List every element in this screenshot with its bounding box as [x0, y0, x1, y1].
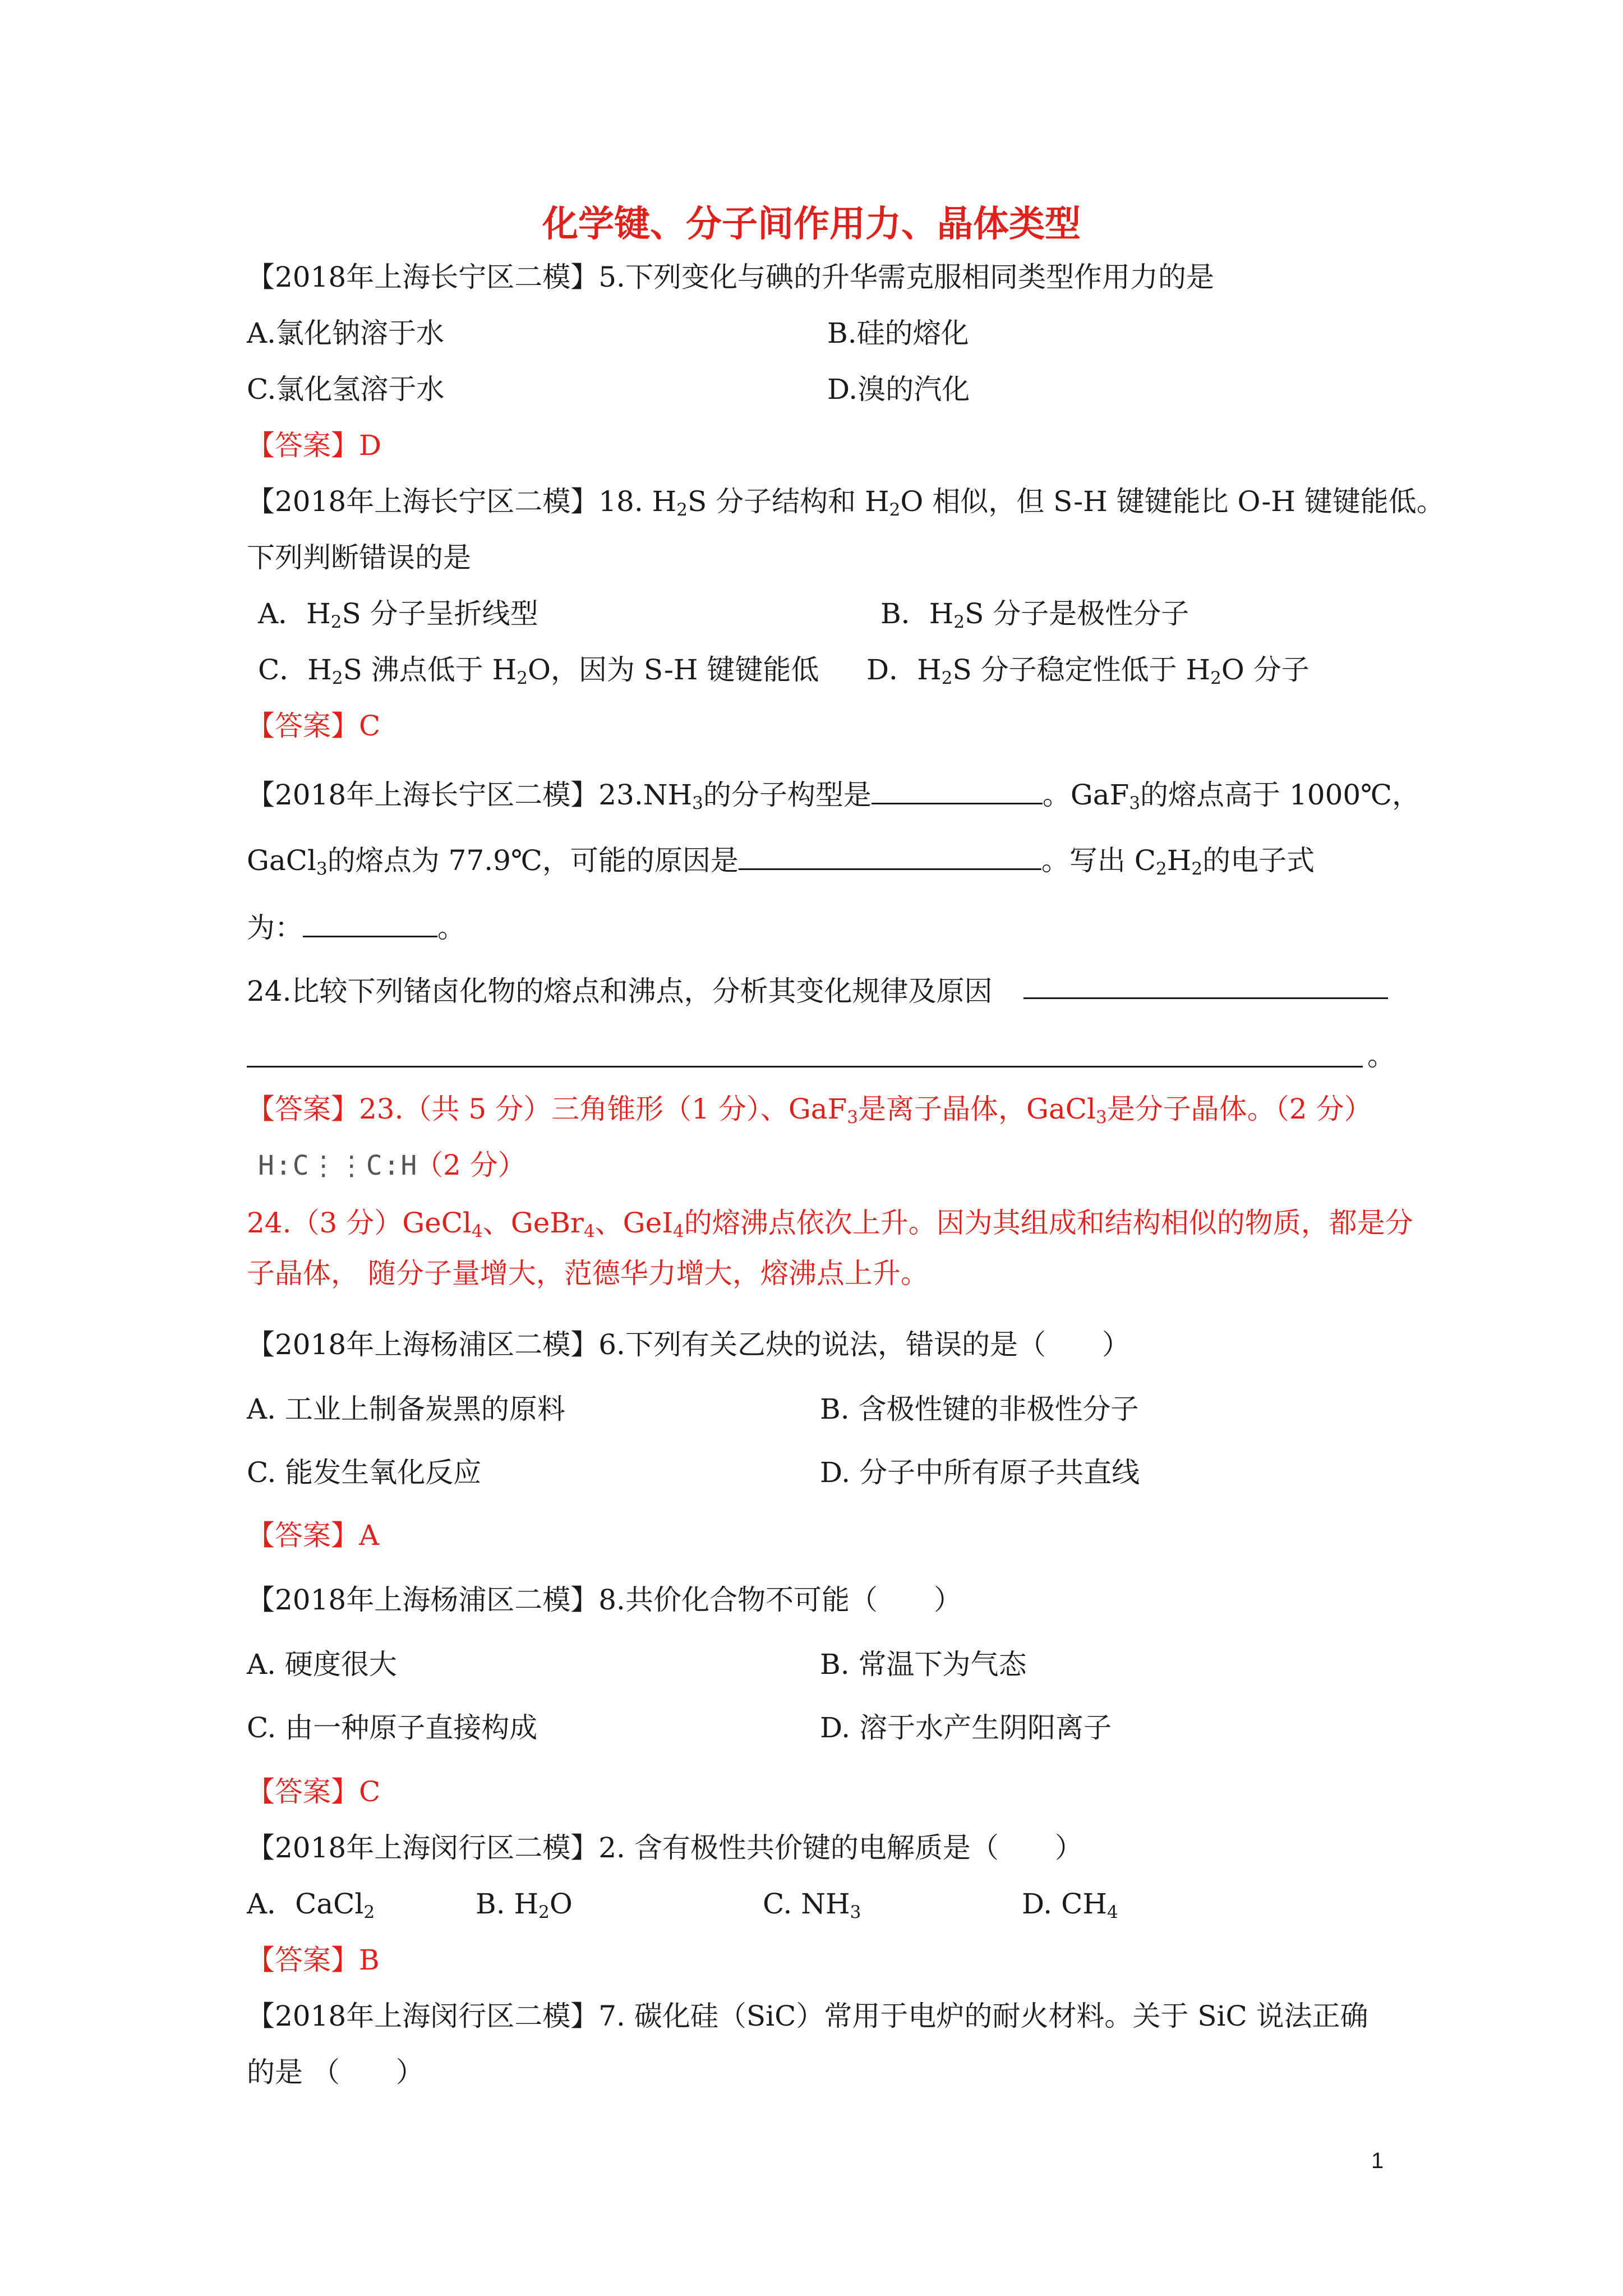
question-8-option-b: B. 常温下为气态: [820, 1648, 1027, 1681]
question-2-option-d: D. $CH_4$: [1022, 1888, 1118, 1922]
question-7-stem-line2: 的是 （ ）: [247, 2056, 424, 2088]
question-5-option-d: D.溴的汽化: [827, 373, 970, 406]
question-6-option-d: D. 分子中所有原子共直线: [820, 1456, 1140, 1489]
page-number: 1: [1371, 2148, 1384, 2173]
question-5-option-b: B.硅的熔化: [827, 317, 969, 349]
answer-blank[interactable]: [872, 777, 1043, 804]
c2h2-electron-formula: H:C⋮⋮C:H: [258, 1150, 418, 1181]
question-18-answer: 【答案】C: [247, 710, 381, 742]
answer-blank[interactable]: [303, 910, 437, 937]
question-2-option-a: A．CaCl$_2$: [247, 1888, 375, 1922]
question-8-option-d: D. 溶于水产生阴阳离子: [820, 1711, 1112, 1744]
answer-line[interactable]: [247, 1066, 1363, 1068]
question-6-stem: 【2018年上海杨浦区二模】6.下列有关乙炔的说法，错误的是（ ）: [247, 1328, 1130, 1361]
answer-23-lewis-score: （2 分）: [415, 1149, 526, 1181]
question-18-stem-line2: 下列判断错误的是: [247, 541, 471, 574]
question-18-stem: 【2018年上海长宁区二模】18. $H_2S$ 分子结构和 $H_2O$ 相似，但 S-H 键键能比 O-H 键键能低。: [247, 485, 1445, 520]
question-18-option-b: B．$H_2S$ 分子是极性分子: [880, 597, 1189, 632]
answer-line[interactable]: [1023, 997, 1388, 999]
answer-blank[interactable]: [739, 843, 1041, 870]
question-23-line2: GaCl$_3$的熔点为 77.9℃，可能的原因是 。写出 $C_2H_2$的电子式: [247, 843, 1315, 878]
question-6-option-a: A. 工业上制备炭黑的原料: [247, 1393, 565, 1425]
question-5-option-a: A.氯化钠溶于水: [247, 317, 445, 349]
question-5-answer: 【答案】D: [247, 429, 382, 462]
question-6-option-c: C. 能发生氧化反应: [247, 1456, 482, 1489]
question-2-answer: 【答案】B: [247, 1944, 380, 1976]
question-23-line1: 【2018年上海长宁区二模】$23.NH_3$的分子构型是 。GaF$_3$的熔点高于 1000℃，: [247, 777, 1420, 813]
question-8-option-c: C. 由一种原子直接构成: [247, 1711, 538, 1744]
question-5-option-c: C.氯化氢溶于水: [247, 373, 445, 406]
question-24-end-mark: 。: [1367, 1039, 1395, 1072]
question-5-stem: 【2018年上海长宁区二模】5.下列变化与碘的升华需克服相同类型作用力的是: [247, 261, 1214, 293]
question-8-answer: 【答案】C: [247, 1775, 381, 1808]
question-6-answer: 【答案】A: [247, 1519, 380, 1552]
question-2-option-b: B. $H_2O$: [476, 1888, 573, 1922]
question-8-stem: 【2018年上海杨浦区二模】8.共价化合物不可能（ ）: [247, 1584, 962, 1616]
question-18-option-a: A．$H_2S$ 分子呈折线型: [258, 597, 538, 632]
question-6-option-b: B. 含极性键的非极性分子: [820, 1393, 1139, 1425]
question-8-option-a: A. 硬度很大: [247, 1648, 397, 1681]
answer-23-line1: 【答案】23.（共 5 分）三角锥形（1 分）、GaF$_3$是离子晶体，GaCl$_3$是分子晶体。（2 分）: [247, 1093, 1372, 1128]
page-title: 化学键、分子间作用力、晶体类型: [542, 204, 1081, 245]
question-7-stem: 【2018年上海闵行区二模】7. 碳化硅（SiC）常用于电炉的耐火材料。关于 SiC 说法正确: [247, 2000, 1368, 2032]
question-18-option-d: D．$H_2S$ 分子稳定性低于 $H_2O$ 分子: [866, 654, 1310, 688]
answer-24-line1: 24.（3 分）GeCl$_4$、GeBr$_4$、GeI$_4$的熔沸点依次上升。因为其组成和结构相似的物质，都是分: [247, 1207, 1413, 1241]
answer-24-line2: 子晶体， 随分子量增大，范德华力增大，熔沸点上升。: [247, 1257, 929, 1290]
question-2-stem: 【2018年上海闵行区二模】2. 含有极性共价键的电解质是（ ）: [247, 1832, 1083, 1864]
question-23-line3: 为： 。: [247, 910, 465, 946]
question-24-stem: 24.比较下列锗卤化物的熔点和沸点，分析其变化规律及原因: [247, 975, 993, 1007]
question-2-option-c: C. $NH_3$: [763, 1888, 861, 1922]
question-18-option-c: C．$H_2S$ 沸点低于 $H_2O$，因为 S-H 键键能低: [258, 654, 819, 688]
